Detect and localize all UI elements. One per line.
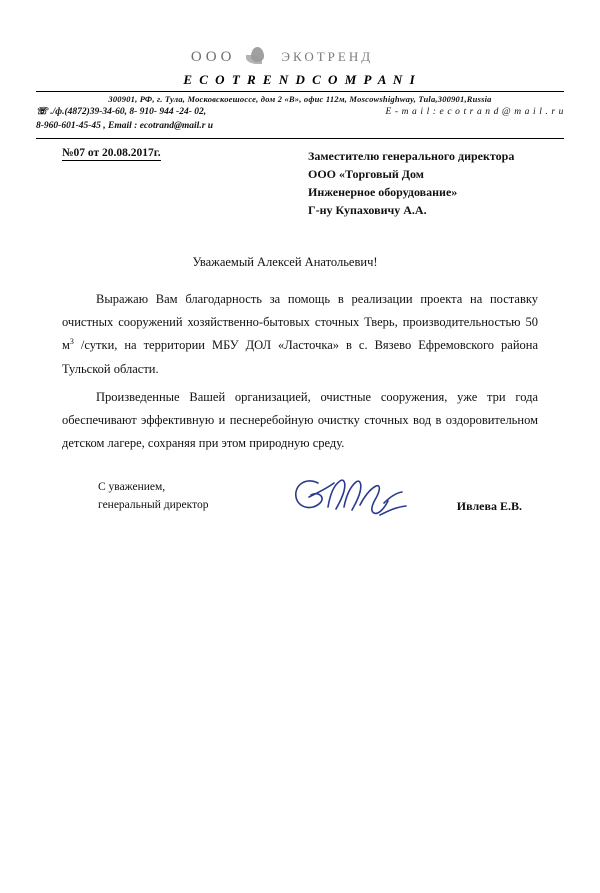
- paragraph-1: [36, 288, 564, 381]
- addressee-block: [308, 147, 588, 219]
- addressee-line: Инженерное оборудование»: [308, 185, 458, 199]
- addressee-line: Г-ну Купаховичу А.А.: [308, 203, 427, 217]
- contact-phones: [36, 106, 213, 134]
- signer-name: Ивлева Е.В.: [456, 499, 522, 513]
- document-page: [0, 44, 600, 893]
- signature-left: [98, 479, 208, 515]
- water-drop-leaf-icon: [245, 47, 271, 67]
- paragraph-1-part-b: /сутки, на территории МБУ ДОЛ «Ласточка» в с. Вязево Ефремовского района Тульской области.: [62, 338, 539, 376]
- addressee-line: ООО «Торговый Дом: [308, 167, 424, 181]
- letterhead: [36, 44, 564, 139]
- addressee-line: Заместителю генерального директора: [308, 149, 515, 163]
- paragraph-1-part-a: Выражаю Вам благодарность за помощь в реализации проекта на поставку очистных сооружений хозяйственно-бытовых сточных Тверь, производительностью 50 м: [62, 292, 538, 353]
- logo-ecotrend-text: ЭКОТРЕНД: [281, 49, 374, 64]
- closing-phrase: С уважением,: [98, 481, 166, 493]
- reference-and-addressee: [36, 147, 564, 225]
- document-reference-number: №07 от 20.08.2017г.: [62, 147, 161, 159]
- handwritten-signature: [284, 473, 414, 523]
- divider-top: [36, 91, 564, 92]
- signature-block: [36, 479, 564, 545]
- contact-email: E - m a i l : e c o t r a n d @ m a i l . r u: [385, 107, 564, 118]
- contact-row: [36, 106, 564, 134]
- paragraph-1-superscript: 3: [69, 337, 74, 347]
- salutation: Уважаемый Алексей Анатольевич!: [192, 255, 378, 269]
- company-address: 300901, РФ, г. Тула, Московскоешоссе, дом 2 «В», офис 112м, Moscowshighway, Tula,300901,Russia: [108, 94, 492, 104]
- divider-bottom: [36, 138, 564, 139]
- letter-body: [36, 251, 564, 455]
- company-logo: [0, 44, 564, 70]
- phone-line-2: 8-960-601-45-45 , Email : ecotrand@mail.r u: [36, 121, 214, 132]
- logo-ooo-text: ООО: [190, 48, 236, 65]
- company-name: E C O T R E N D C O M P A N I: [183, 72, 417, 87]
- signer-position: генеральный директор: [98, 498, 209, 511]
- paragraph-2: Произведенные Вашей организацией, очистные сооружения, уже три года обеспечивают эффективную и песнеребойную очистку сточных вод в оздоровительном детском лагере, сохраняя при этом природную среду.: [62, 389, 538, 450]
- phone-line-1: ☏ ./ф.(4872)39-34-60, 8- 910- 944 -24- 02,: [36, 107, 207, 118]
